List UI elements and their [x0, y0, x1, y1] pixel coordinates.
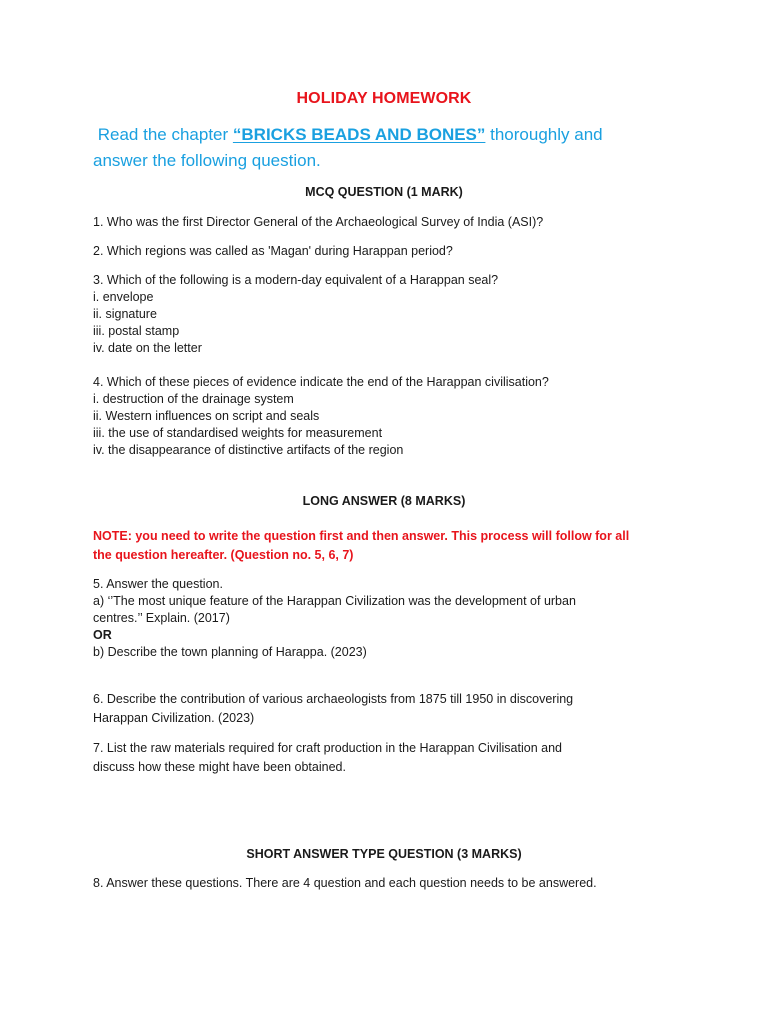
intro-suffix: thoroughly and: [485, 125, 603, 144]
question-5-part-a-cont: centres.’’ Explain. (2017): [93, 611, 230, 625]
question-7-line1: 7. List the raw materials required for craft production in the Harappan Civilisation and: [93, 741, 562, 755]
question-3-option: i. envelope: [93, 290, 154, 304]
intro-instruction: [93, 122, 693, 174]
chapter-name: “BRICKS BEADS AND BONES”: [232, 125, 486, 144]
question-3-text: 3. Which of the following is a modern-day equivalent of a Harappan seal?: [93, 273, 499, 287]
question-6-line1: 6. Describe the contribution of various archaeologists from 1875 till 1950 in discovering: [93, 692, 574, 706]
question-6: [93, 690, 693, 728]
question-4-text: 4. Which of these pieces of evidence indicate the end of the Harappan civilisation?: [93, 375, 549, 389]
short-answer-heading: SHORT ANSWER TYPE QUESTION (3 MARKS): [246, 847, 522, 861]
question-4-option: i. destruction of the drainage system: [93, 392, 294, 406]
question-4-option: iii. the use of standardised weights for measurement: [93, 426, 383, 440]
question-7: [93, 739, 693, 777]
question-3-option: iv. date on the letter: [93, 341, 202, 355]
question-3-option: iii. postal stamp: [93, 324, 180, 338]
intro-prefix: Read the chapter: [97, 125, 233, 144]
question-6-line2: Harappan Civilization. (2023): [93, 711, 255, 725]
page-title: HOLIDAY HOMEWORK: [296, 90, 472, 107]
question-5-intro: 5. Answer the question.: [93, 577, 223, 591]
question-7-line2: discuss how these might have been obtained.: [93, 760, 346, 774]
note-line2: the question hereafter. (Question no. 5, 6, 7): [93, 548, 354, 562]
question-8: 8. Answer these questions. There are 4 question and each question needs to be answered.: [93, 876, 597, 890]
question-4: [93, 374, 693, 459]
question-2: 2. Which regions was called as 'Magan' during Harappan period?: [93, 244, 453, 258]
question-5-part-a: a) ‘’The most unique feature of the Harappan Civilization was the development of urban: [93, 594, 576, 608]
note: [93, 527, 693, 565]
intro-line2: answer the following question.: [93, 151, 321, 170]
or-label: OR: [93, 628, 112, 642]
note-line1: NOTE: you need to write the question first and then answer. This process will follow for all: [93, 529, 630, 543]
question-1: 1. Who was the first Director General of the Archaeological Survey of India (ASI)?: [93, 215, 544, 229]
question-4-option: ii. Western influences on script and seals: [93, 409, 320, 423]
question-5-part-b: b) Describe the town planning of Harappa. (2023): [93, 645, 367, 659]
question-3-option: ii. signature: [93, 307, 157, 321]
question-5: [93, 576, 693, 661]
mcq-heading: MCQ QUESTION (1 MARK): [305, 185, 463, 199]
question-4-option: iv. the disappearance of distinctive artifacts of the region: [93, 443, 404, 457]
question-3: [93, 272, 693, 357]
long-answer-heading: LONG ANSWER (8 MARKS): [302, 494, 466, 508]
